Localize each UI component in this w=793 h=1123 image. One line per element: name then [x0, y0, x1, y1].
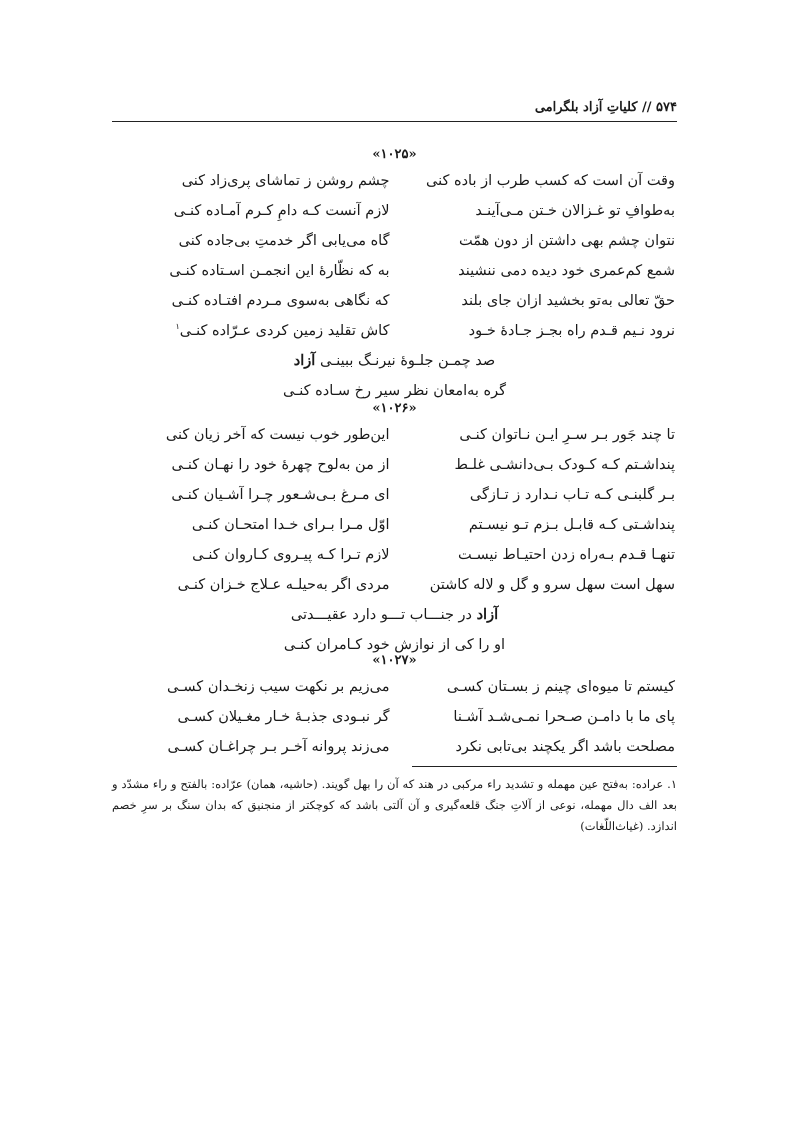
couplet — [112, 316, 677, 346]
couplet — [112, 570, 677, 600]
closing-verse-first — [112, 346, 677, 376]
closing-verse-first — [112, 600, 677, 630]
hemistich-first: تنهـا قـدم بـه‌راه زدن احتیـاط نیسـت — [457, 547, 675, 563]
hemistich-first: پنداشـتم کـه کـودک بـی‌دانشـی غلـط — [454, 457, 675, 473]
hemistich-second: لازم تـرا کـه پیـروی کـاروان کنـی — [192, 547, 390, 563]
hemistich-first: سهل است سهل سرو و گل و لاله کاشتن — [429, 577, 675, 593]
hemistich-second: چشم روشن ز تماشای پری‌زاد کنی — [181, 173, 390, 189]
closing-verse-second: او را کی از نوازش خود کـامران کنـی — [283, 637, 506, 653]
footnote-rule — [412, 766, 677, 767]
hemistich-text: کاش تقلید زمین کردی عـرّاده کنـی — [179, 323, 390, 339]
couplet — [112, 286, 677, 316]
hemistich-first: پنداشـتی کـه قابـل بـزم تـو نیسـتم — [468, 517, 675, 533]
hemistich-second: لازم آنست کـه دامِ کـرم آمـاده کنـی — [173, 203, 390, 219]
header-rule — [112, 121, 677, 122]
couplet — [112, 672, 677, 702]
hemistich-second: اوّل مـرا بـرای خـدا امتحـان کنـی — [191, 517, 390, 533]
poem-number: «۱۰۲۵» — [372, 147, 417, 162]
couplet — [112, 196, 677, 226]
footnote: ۱. عراده: به‌فتح عین مهمله و تشدید راء مرکبی در هند که آن را بهل گویند. (حاشیه، همان) عرّاده: بالفتح و راء مشدّد و بعد الف دال مهمله، نوعی از آلاتِ جنگ قلعه‌گیری و آن آلتی باشد که کوچکتر از منجنیق که بدان سنگ بر سرِ خصم اندازد. (غیاث‌اللّغات) — [112, 777, 677, 833]
couplet — [112, 732, 677, 762]
hemistich-second — [112, 316, 398, 346]
couplet — [112, 540, 677, 570]
hemistich-second: گاه می‌یابی اگر خدمتِ بی‌جاده کنی — [178, 233, 390, 249]
hemistich-first: وقت آن است که کسب طرب از باده کنی — [426, 173, 675, 189]
hemistich-first: نتوان چشم بهی داشتن از دون همّت — [458, 233, 675, 249]
couplet — [112, 480, 677, 510]
hemistich-first: تا چند جَور بـر سـرِ ایـن نـاتوان کنـی — [459, 427, 675, 443]
hemistich-first: پای ما با دامـن صـحرا نمـی‌شـد آشـنا — [453, 709, 675, 725]
hemistich-second: مردی اگر به‌حیلـه عـلاج خـزان کنـی — [177, 577, 390, 593]
couplet — [112, 702, 677, 732]
hemistich-second: می‌زیم بر نکهت سیب زنخـدان کسـی — [167, 679, 390, 695]
closing-verse-second: گره به‌امعان نظر سیر رخ سـاده کنـی — [282, 383, 507, 399]
poem-number: «۱۰۲۷» — [372, 653, 417, 668]
hemistich-first: نرود نـیم قـدم راه بجـز جـادهٔ خـود — [468, 323, 675, 339]
hemistich-first: بـر گلبنـی کـه تـاب نـدارد ز تـازگی — [469, 487, 675, 503]
hemistich-second: ای مـرغ بـی‌شـعور چـرا آشـیان کنـی — [171, 487, 390, 503]
hemistich-second: به که نظّارهٔ این انجمـن اسـتاده کنـی — [169, 263, 390, 279]
couplet — [112, 450, 677, 480]
poem-1026 — [112, 398, 677, 660]
hemistich-second: این‌طور خوب نیست که آخر زیان کنی — [165, 427, 390, 443]
couplet — [112, 420, 677, 450]
closing-verse-text: صد چمـن جلـوهٔ نیرنـگ ببینـی — [319, 353, 496, 369]
couplet — [112, 166, 677, 196]
hemistich-first: به‌طوافِ تو غـزالان خـتن مـی‌آینـد — [475, 203, 675, 219]
couplet — [112, 256, 677, 286]
hemistich-first: مصلحت باشد اگر یکچند بی‌تابی نکرد — [455, 739, 675, 755]
couplet — [112, 226, 677, 256]
running-header — [112, 96, 677, 122]
hemistich-first: شمع کم‌عمری خود دیده دمی ننشیند — [458, 263, 675, 279]
poem-1025 — [112, 144, 677, 406]
hemistich-second: از من به‌لوح چهرهٔ خود را نهـان کنـی — [171, 457, 390, 473]
poet-name: آزاد — [293, 352, 316, 369]
poet-name: آزاد — [476, 606, 499, 623]
hemistich-second: گر نبـودی جذبـهٔ خـار مغـیلان کسـی — [177, 709, 390, 725]
poem-number: «۱۰۲۶» — [372, 401, 417, 416]
page-header-title: ۵۷۴ // کلیاتِ آزاد بلگرامی — [534, 100, 677, 115]
hemistich-first: کیستم تا میوه‌ای چینم ز بسـتان کسـی — [446, 679, 675, 695]
footnote-marker: ۱ — [175, 322, 180, 332]
poem-1027 — [112, 650, 677, 762]
hemistich-second: می‌زند پروانه آخـر بـر چراغـان کسـی — [167, 739, 390, 755]
couplet — [112, 510, 677, 540]
hemistich-first: حقّ تعالی به‌تو بخشید ازان جای بلند — [461, 293, 675, 309]
hemistich-second: که نگاهی به‌سوی مـردم افتـاده کنـی — [171, 293, 390, 309]
closing-verse-text: در جنـــاب تـــو دارد عقیـــدتی — [290, 607, 472, 623]
